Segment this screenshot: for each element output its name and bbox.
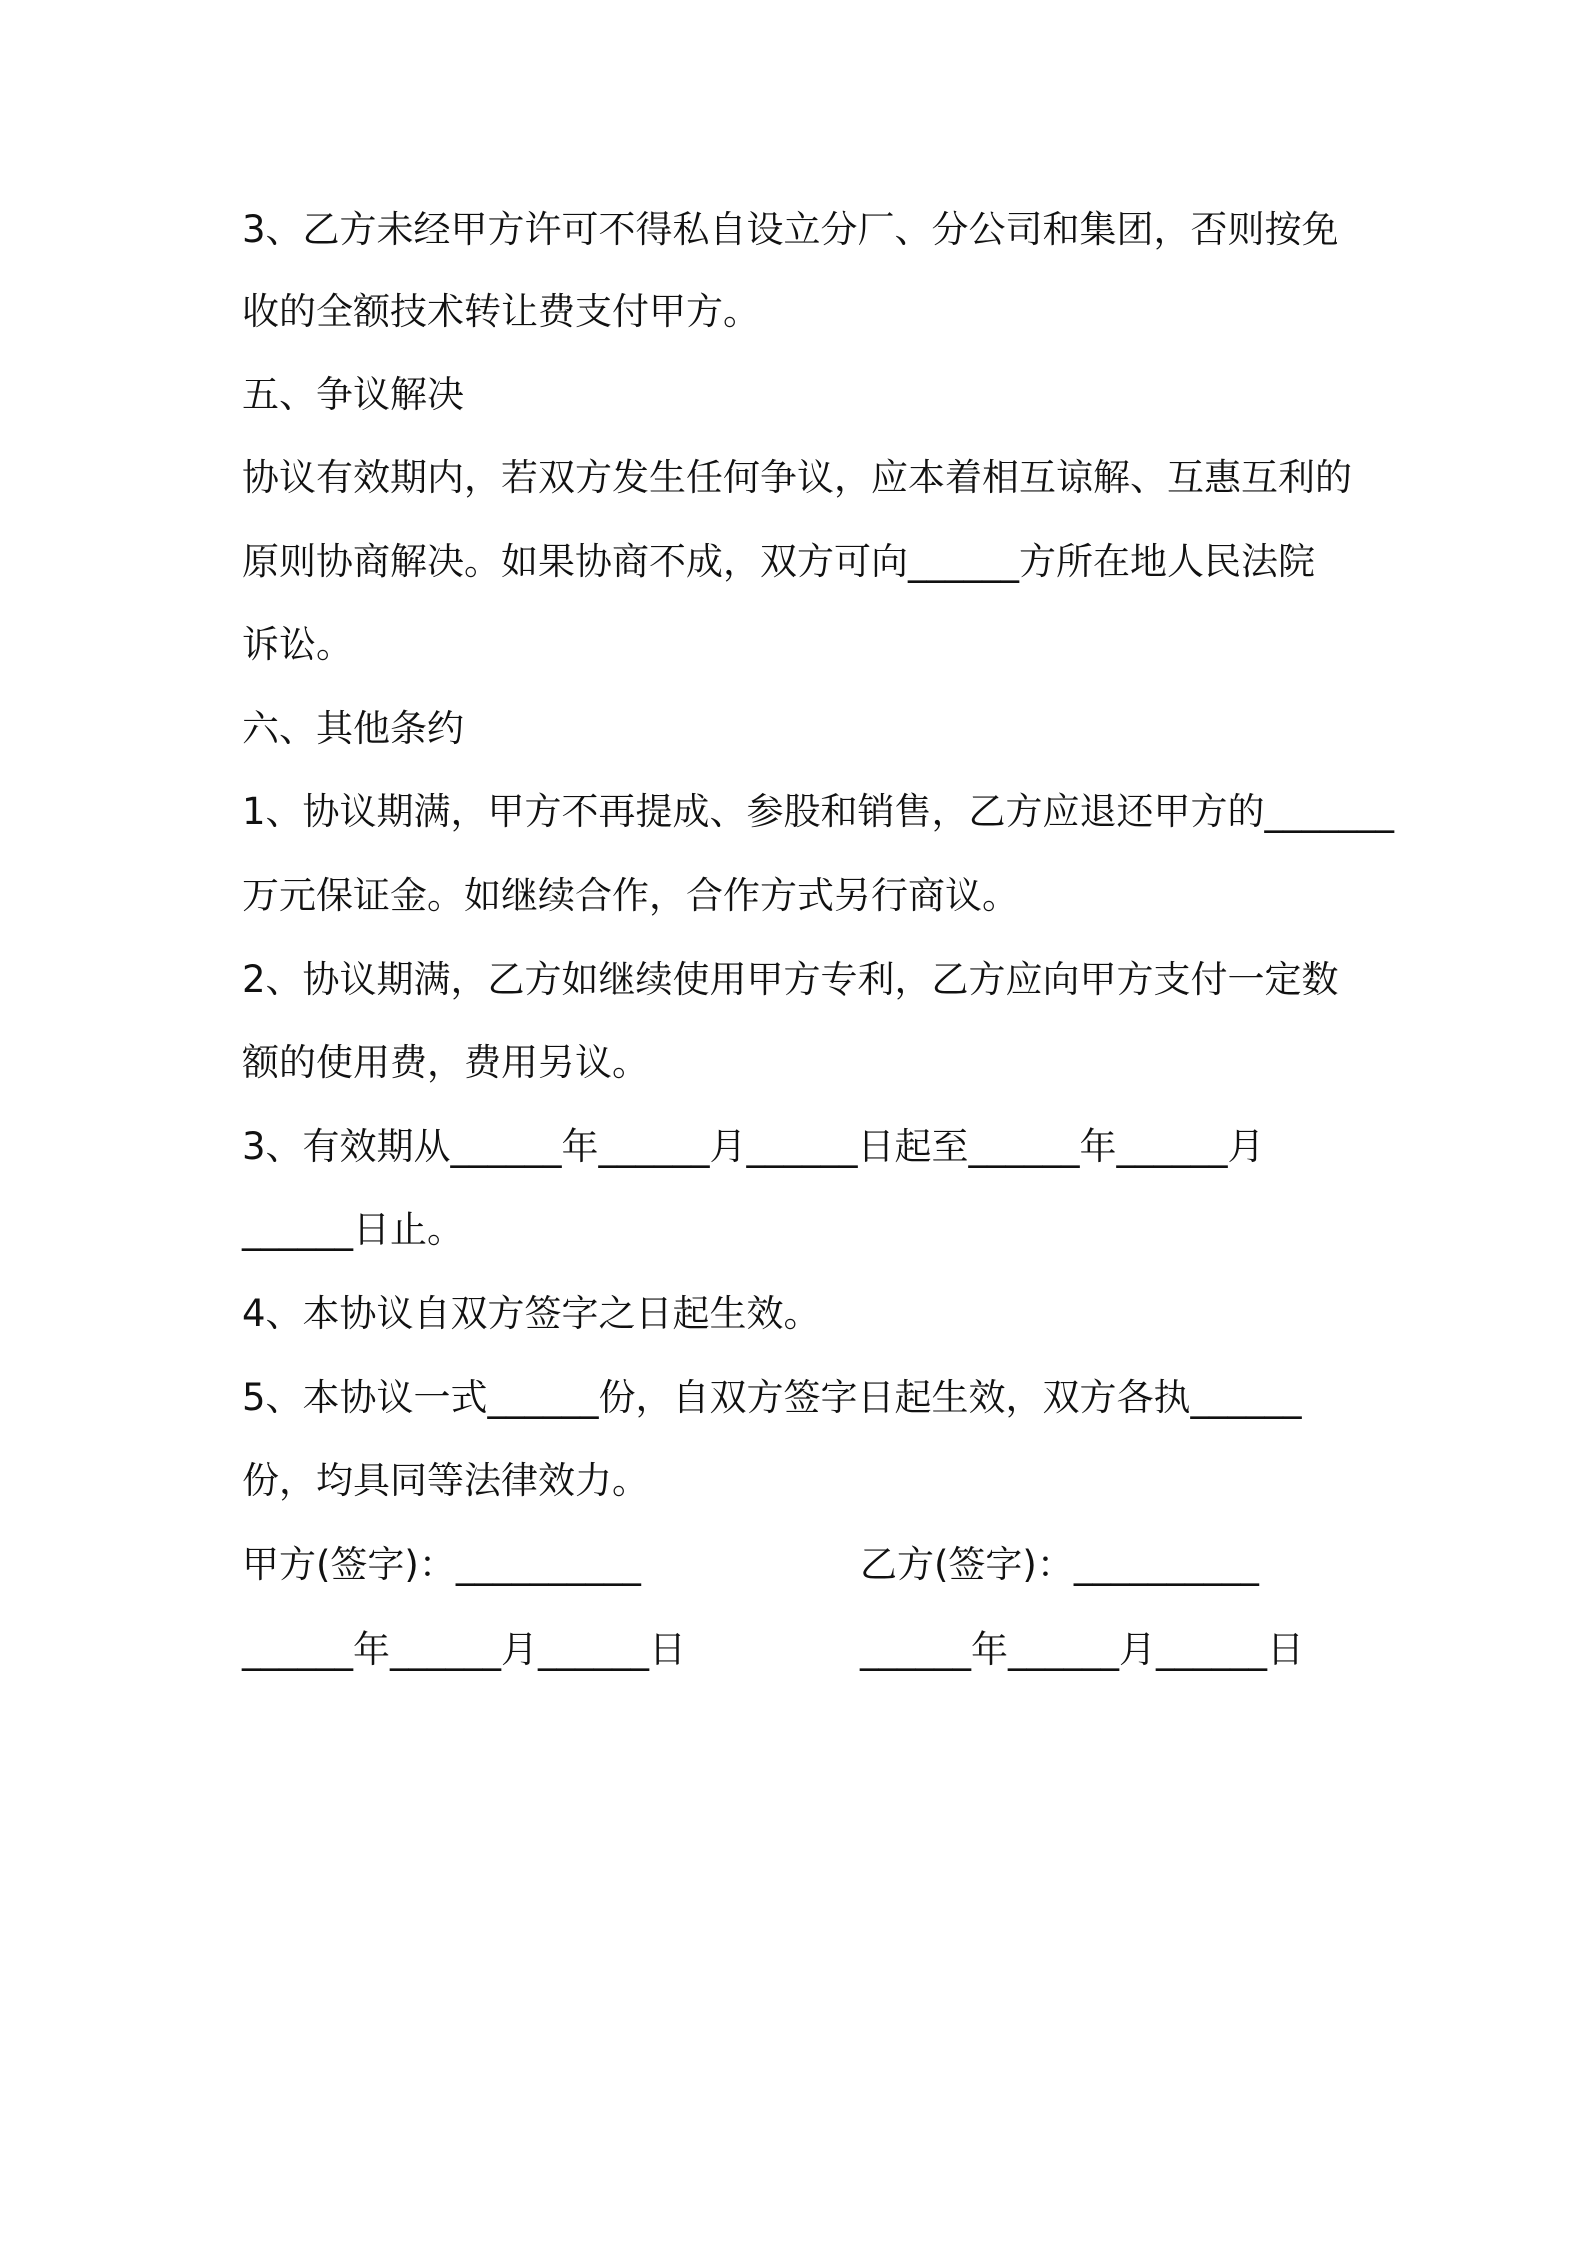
section-5-heading: 五、争议解决 (242, 373, 464, 416)
party-b-date-field: ______年______月______日 (860, 1628, 1304, 1671)
section-6-item-4: 4、本协议自双方签字之日起生效。 (242, 1292, 821, 1335)
section-6-heading: 六、其他条约 (242, 707, 464, 750)
section-5-line-2: 原则协商解决。如果协商不成，双方可向______方所在地人民法院 (242, 540, 1315, 583)
party-a-signature-field: 甲方(签字)：__________ (242, 1543, 641, 1586)
section-6-item-2-line-1: 2、协议期满，乙方如继续使用甲方专利，乙方应向甲方支付一定数 (242, 958, 1339, 1001)
section-6-item-5-line-1: 5、本协议一式______份，自双方签字日起生效，双方各执______ (242, 1376, 1302, 1419)
section-6-item-1-line-2: 万元保证金。如继续合作，合作方式另行商议。 (242, 874, 1019, 917)
section-6-item-2-line-2: 额的使用费，费用另议。 (242, 1041, 649, 1084)
section-5-line-3: 诉讼。 (242, 623, 353, 666)
party-a-date-field: ______年______月______日 (242, 1628, 686, 1671)
section-6-item-5-line-2: 份，均具同等法律效力。 (242, 1459, 649, 1502)
clause-3-line-1: 3、乙方未经甲方许可不得私自设立分厂、分公司和集团，否则按免 (242, 208, 1339, 251)
section-5-line-1: 协议有效期内，若双方发生任何争议，应本着相互谅解、互惠互利的 (242, 456, 1352, 499)
party-b-signature-field: 乙方(签字)：__________ (860, 1543, 1259, 1586)
section-6-item-3-line-1: 3、有效期从______年______月______日起至______年______月 (242, 1125, 1265, 1168)
section-6-item-1-line-1: 1、协议期满，甲方不再提成、参股和销售，乙方应退还甲方的_______ (242, 790, 1395, 833)
section-6-item-3-line-2: ______日止。 (242, 1208, 464, 1251)
clause-3-line-2: 收的全额技术转让费支付甲方。 (242, 290, 760, 333)
